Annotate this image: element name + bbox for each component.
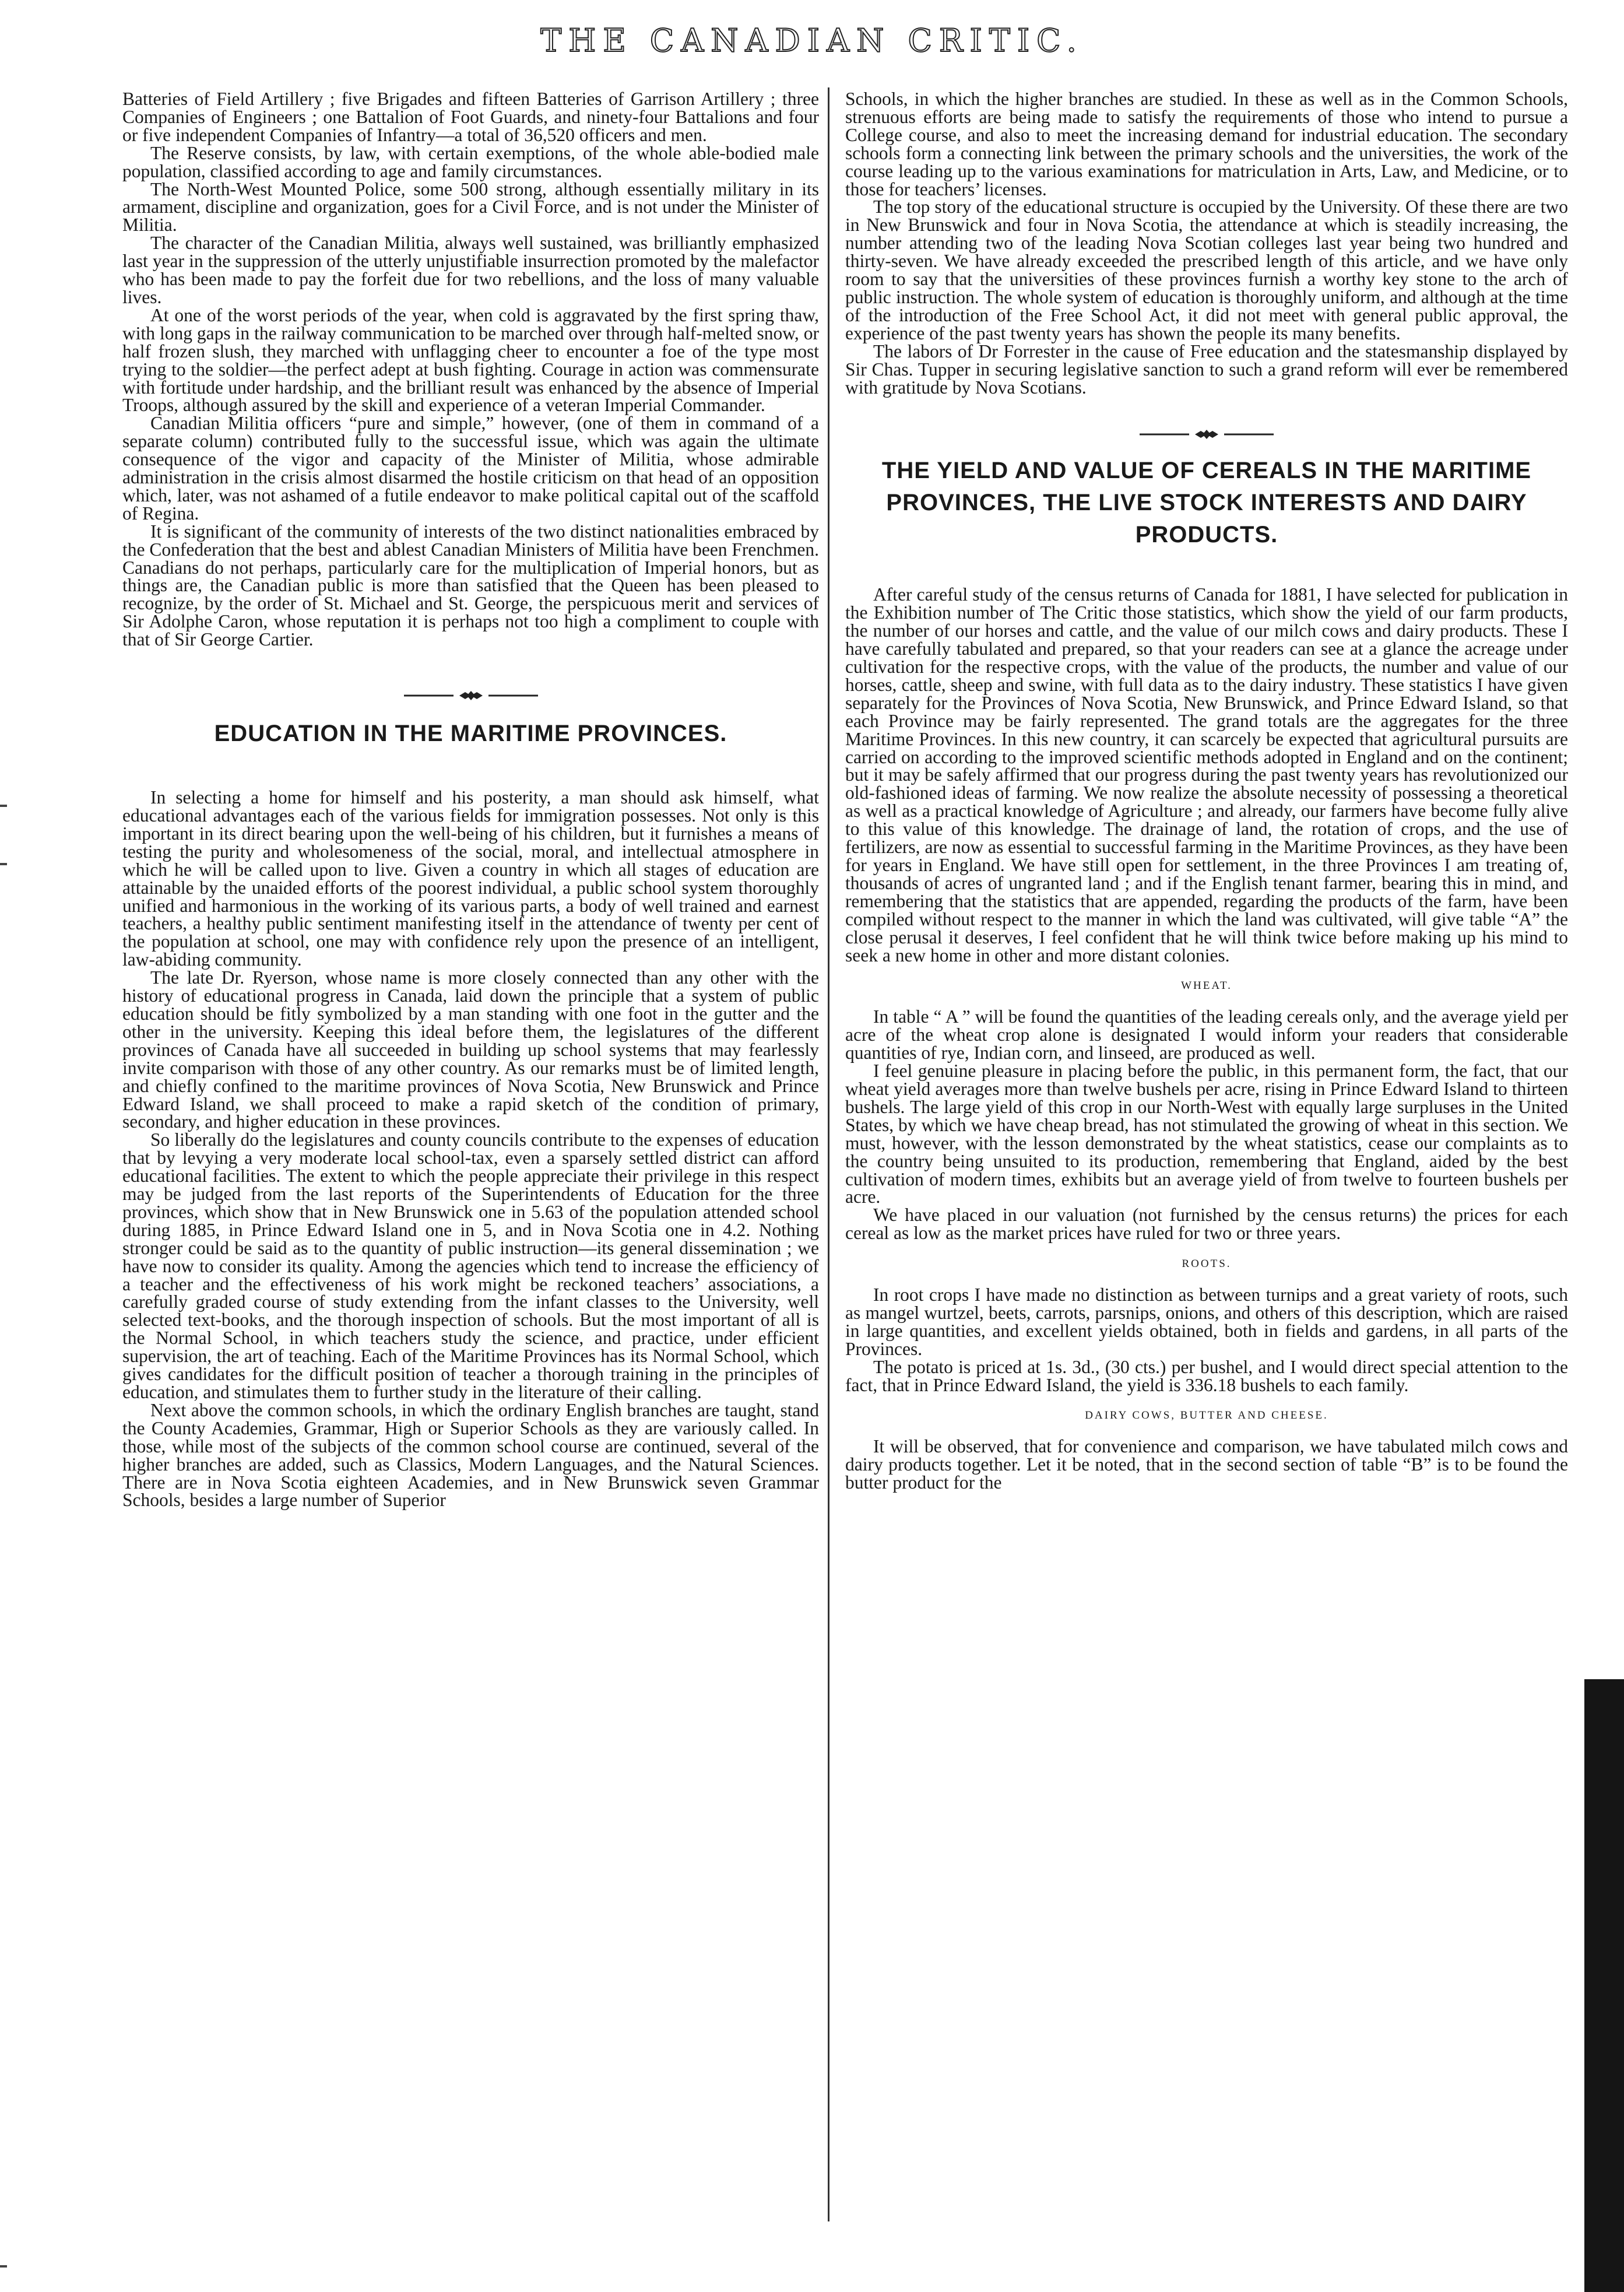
margin-mark bbox=[0, 805, 7, 807]
roots-subheading: ROOTS. bbox=[1182, 1258, 1232, 1270]
militia-paragraph: Batteries of Field Artillery ; five Brigades and fifteen Batteries of Garrison Artillery ; three Companies of Engineers ; one Battalion of Foot Guards, and ninety-four Battalions and four or five independent Companies of Infantry—a total of 36,520 officers and men. bbox=[122, 90, 819, 145]
section-divider-ornament bbox=[404, 690, 538, 701]
page-edge-shadow bbox=[1584, 1679, 1624, 2292]
militia-paragraph: The Reserve consists, by law, with certain exemptions, of the whole able-bodied male population, classified according to age and family circumstances. bbox=[122, 142, 819, 181]
wheat-paragraph: I feel genuine pleasure in placing before the public, in this permanent form, the fact, that our wheat yield averages more than twelve bushels per acre, rising in Prince Edward Island to thirteen bushels. The large yield of this crop in our North-West with equally large surpluses in the United States, by which we have cheap bread, has not stimulated the growing of wheat in this section. We must, however, with the lesson demonstrated by the wheat statistics, cease our complaints as to the country being unsuited to its production, remembering that England, aided by the best cultivation of modern times, exhibits but an average yield of from twelve to fourteen bushels per acre. bbox=[845, 1061, 1568, 1208]
cereals-heading: THE YIELD AND VALUE OF CEREALS IN THE MARITIME PROVINCES, THE LIVE STOCK INTERESTS AND DAIRY PRODUCTS. bbox=[881, 458, 1532, 548]
wheat-paragraph: In table “ A ” will be found the quantities of the leading cereals only, and the average yield per acre of the wheat crop alone is designated I would inform your readers that considerable quantities of rye, Indian corn, and linseed, are produced as well. bbox=[845, 1006, 1568, 1063]
militia-paragraph: It is significant of the community of interests of the two distinct nationalities embraced by the Confederation that the best and ablest Canadian Ministers of Militia have been Frenchmen. Canadians do not perhaps, particularly care for the multiplication of Imperial honors, but as things are, the Canadian public is more than satisfied that the Queen has been pleased to recognize, by the order of St. Michael and St. George, the perspicuous merit and services of Sir Adolphe Caron, whose reputation it is perhaps not too high a compliment to couple with that of Sir George Cartier. bbox=[122, 521, 819, 650]
education-continued-paragraph: The top story of the educational structure is occupied by the University. Of these there are two in New Brunswick and four in Nova Scotia, the attendance at which is steadily increasing, the number attending two of the leading Nova Scotian colleges last year being two hundred and thirty-seven. We have already exceeded the prescribed length of this article, and we have only room to say that the universities of these provinces furnish a worthy key stone to the arch of public instruction. The whole system of education is thoroughly uniform, and although at the time of the introduction of the Free School Act, it did not meet with general public approval, the experience of the past twenty years has shown the people its many benefits. bbox=[845, 196, 1568, 343]
masthead-title: THE CANADIAN CRITIC. bbox=[540, 22, 1084, 59]
militia-paragraph: At one of the worst periods of the year, when cold is aggravated by the first spring thaw, with long gaps in the railway communication to be marched over through half-melted snow, or half frozen slush, they marched with unflagging cheer to encounter a foe of the type most trying to the soldier—the perfect adept at bush fighting. Courage in action was commensurate with fortitude under hardship, and the brilliant result was enhanced by the absence of Imperial Troops, although assured by the skill and experience of a veteran Imperial Commander. bbox=[122, 304, 819, 416]
section-divider-ornament bbox=[1140, 429, 1274, 440]
margin-mark bbox=[0, 863, 7, 865]
education-paragraph: So liberally do the legislatures and county councils contribute to the expenses of education that by levying a very moderate local school-tax, even a sparsely settled district can afford educational facilities. The extent to which the people appreciate their privilege in this respect may be judged from the last reports of the Superintendents of Education for the three provinces, which show that in New Brunswick one in 5.63 of the population attended school during 1885, in Prince Edward Island one in 5, and in Nova Scotia one in 4.2. Nothing stronger could be said as to the quantity of public instruction—its general dissemination ; we have now to consider its quality. Among the agencies which tend to increase the efficiency of a teacher and the effectiveness of his work might be reckoned teachers’ associations, a carefully graded course of study extending from the infant classes to the University, well selected text-books, and the thorough inspection of schools. But the most important of all is the Normal School, in which teachers study the science, and practice, under efficient supervision, the art of teaching. Each of the Maritime Provinces has its Normal School, which gives candidates for the difficult position of teacher a thorough training in the principles of education, and stimulates them to further study in the literature of their calling. bbox=[122, 1129, 819, 1402]
militia-paragraph: The character of the Canadian Militia, always well sustained, was brilliantly emphasized last year in the suppression of the utterly unjustifiable insurrection promoted by the malefactor who has been made to pay the forfeit due for two rebellions, and the loss of many valuable lives. bbox=[122, 233, 819, 307]
education-paragraph: The late Dr. Ryerson, whose name is more closely connected than any other with the history of educational progress in Canada, laid down the principle that a system of public education should be fitly symbolized by a man standing with one foot in the gutter and the other in the university. Keeping this ideal before them, the legislatures of the different provinces of Canada have all succeeded in building up school systems that may fearlessly invite comparison with those of any other country. As our remarks must be of limited length, and chiefly confined to the maritime provinces of Nova Scotia, New Brunswick and Prince Edward Island, we shall proceed to make a rapid sketch of the condition of primary, secondary, and higher education in these provinces. bbox=[122, 967, 819, 1132]
dairy-paragraph: It will be observed, that for convenience and comparison, we have tabulated milch cows and dairy products together. Let it be noted, that in the second section of table “B” is to be found the butter product for the bbox=[845, 1436, 1568, 1493]
wheat-subheading: WHEAT. bbox=[1181, 980, 1232, 992]
education-continued-paragraph: Schools, in which the higher branches are studied. In these as well as in the Common Schools, strenuous efforts are being made to satisfy the requirements of those who intend to pursue a College course, and also to meet the increasing demand for industrial education. The secondary schools form a connecting link between the primary schools and the universities, the work of the course leading up to the various examinations for matriculation in Arts, Law, and Medicine, or to those for teachers’ licenses. bbox=[845, 90, 1568, 199]
roots-paragraph: The potato is priced at 1s. 3d., (30 cts.) per bushel, and I would direct special attention to the fact, that in Prince Edward Island, the yield is 336.18 bushels to each family. bbox=[845, 1356, 1568, 1395]
wheat-paragraph: We have placed in our valuation (not furnished by the census returns) the prices for each cereal as low as the market prices have ruled for two or three years. bbox=[845, 1205, 1568, 1244]
militia-paragraph: Canadian Militia officers “pure and simple,” however, (one of them in command of a separate column) contributed fully to the successful issue, which was again the ultimate consequence of the vigor and capacity of the Minister of Militia, whose admirable administration in the crisis almost disarmed the hostile criticism on that head of an opposition which, later, was not ashamed of a futile endeavor to make political capital out of the scaffold of Regina. bbox=[122, 413, 819, 524]
dairy-subheading: DAIRY COWS, BUTTER AND CHEESE. bbox=[1085, 1409, 1328, 1422]
education-paragraph: In selecting a home for himself and his posterity, a man should ask himself, what educational advantages each of the various fields for immigration possesses. Not only is this important in its direct bearing upon the well-being of his children, but it furnishes a means of testing the purity and wholesomeness of the social, moral, and intellectual atmosphere in which he will be called upon to live. Given a country in which all stages of education are attainable by the unaided efforts of the poorest individual, a public school system thoroughly unified and harmonious in the working of its various parts, a body of well trained and earnest teachers, a healthy public sentiment manifesting itself in the attendance of twenty per cent of the population at school, one may with confidence rely upon the presence of an intelligent, law-abiding community. bbox=[122, 787, 819, 970]
left-column bbox=[122, 90, 819, 2271]
margin-mark bbox=[0, 2265, 7, 2268]
militia-paragraph: The North-West Mounted Police, some 500 strong, although essentially military in its armament, discipline and organization, goes for a Civil Force, and is not under the Minister of Militia. bbox=[122, 178, 819, 236]
roots-paragraph: In root crops I have made no distinction as between turnips and a great variety of roots, such as mangel wurtzel, beets, carrots, parsnips, onions, and others of this description, which are raised in large quantities, and excellent yields obtained, both in fields and gardens, in all parts of the Provinces. bbox=[845, 1284, 1568, 1359]
education-continued-paragraph: The labors of Dr Forrester in the cause of Free education and the statesmanship displayed by Sir Chas. Tupper in securing legislative sanction to such a grand reform will ever be remembered with gratitude by Nova Scotians. bbox=[845, 341, 1568, 398]
right-column bbox=[845, 90, 1568, 2271]
column-divider-rule bbox=[828, 87, 829, 2221]
education-heading: EDUCATION IN THE MARITIME PROVINCES. bbox=[214, 721, 727, 747]
cereals-intro-paragraph: After careful study of the census returns of Canada for 1881, I have selected for publication in the Exhibition number of The Critic those statistics, which show the yield of our farm products, the number of our horses and cattle, and the value of our milch cows and dairy products. These I have carefully tabulated and prepared, so that your readers can see at a glance the acreage under cultivation for the respective crops, with the value of the products, the number and value of our horses, cattle, sheep and swine, with full data as to the dairy industry. These statistics I have given separately for the Provinces of Nova Scotia, New Brunswick, and Prince Edward Island, so that each Province may be fairly represented. The grand totals are the aggregates for the three Maritime Provinces. In this new country, it can scarcely be expected that agricultural pursuits are carried on according to the improved scientific methods adopted in England and on the continent; but it may be safely affirmed that our progress during the past twenty years has revolutionized our old-fashioned ideas of farming. We now realize the absolute necessity of possessing a theoretical as well as a practical knowledge of Agriculture ; and already, our farmers have become fully alive to this value of this knowledge. The drainage of land, the rotation of crops, and the use of fertilizers, are now as essential to successful farming in the Maritime Provinces, as they have been for years in England. We have still open for settlement, in the three Provinces I am treating of, thousands of acres of ungranted land ; and if the English tenant farmer, bearing this in mind, and remembering that the statistics that are appended, regarding the products of the farm, have been compiled without respect to the manner in which the land was cultivated, will give table “A” the close perusal it deserves, I feel confident that he will think twice before making up his mind to seek a new home in other and more distant colonies. bbox=[845, 584, 1568, 966]
education-paragraph: Next above the common schools, in which the ordinary English branches are taught, stand the County Academies, Grammar, High or Superior Schools as they are variously called. In those, while most of the subjects of the common school course are continued, several of the higher branches are added, such as Classics, Modern Languages, and the Natural Sciences. There are in Nova Scotia eighteen Academies, and in New Brunswick seven Grammar Schools, besides a large number of Superior bbox=[122, 1399, 819, 1511]
